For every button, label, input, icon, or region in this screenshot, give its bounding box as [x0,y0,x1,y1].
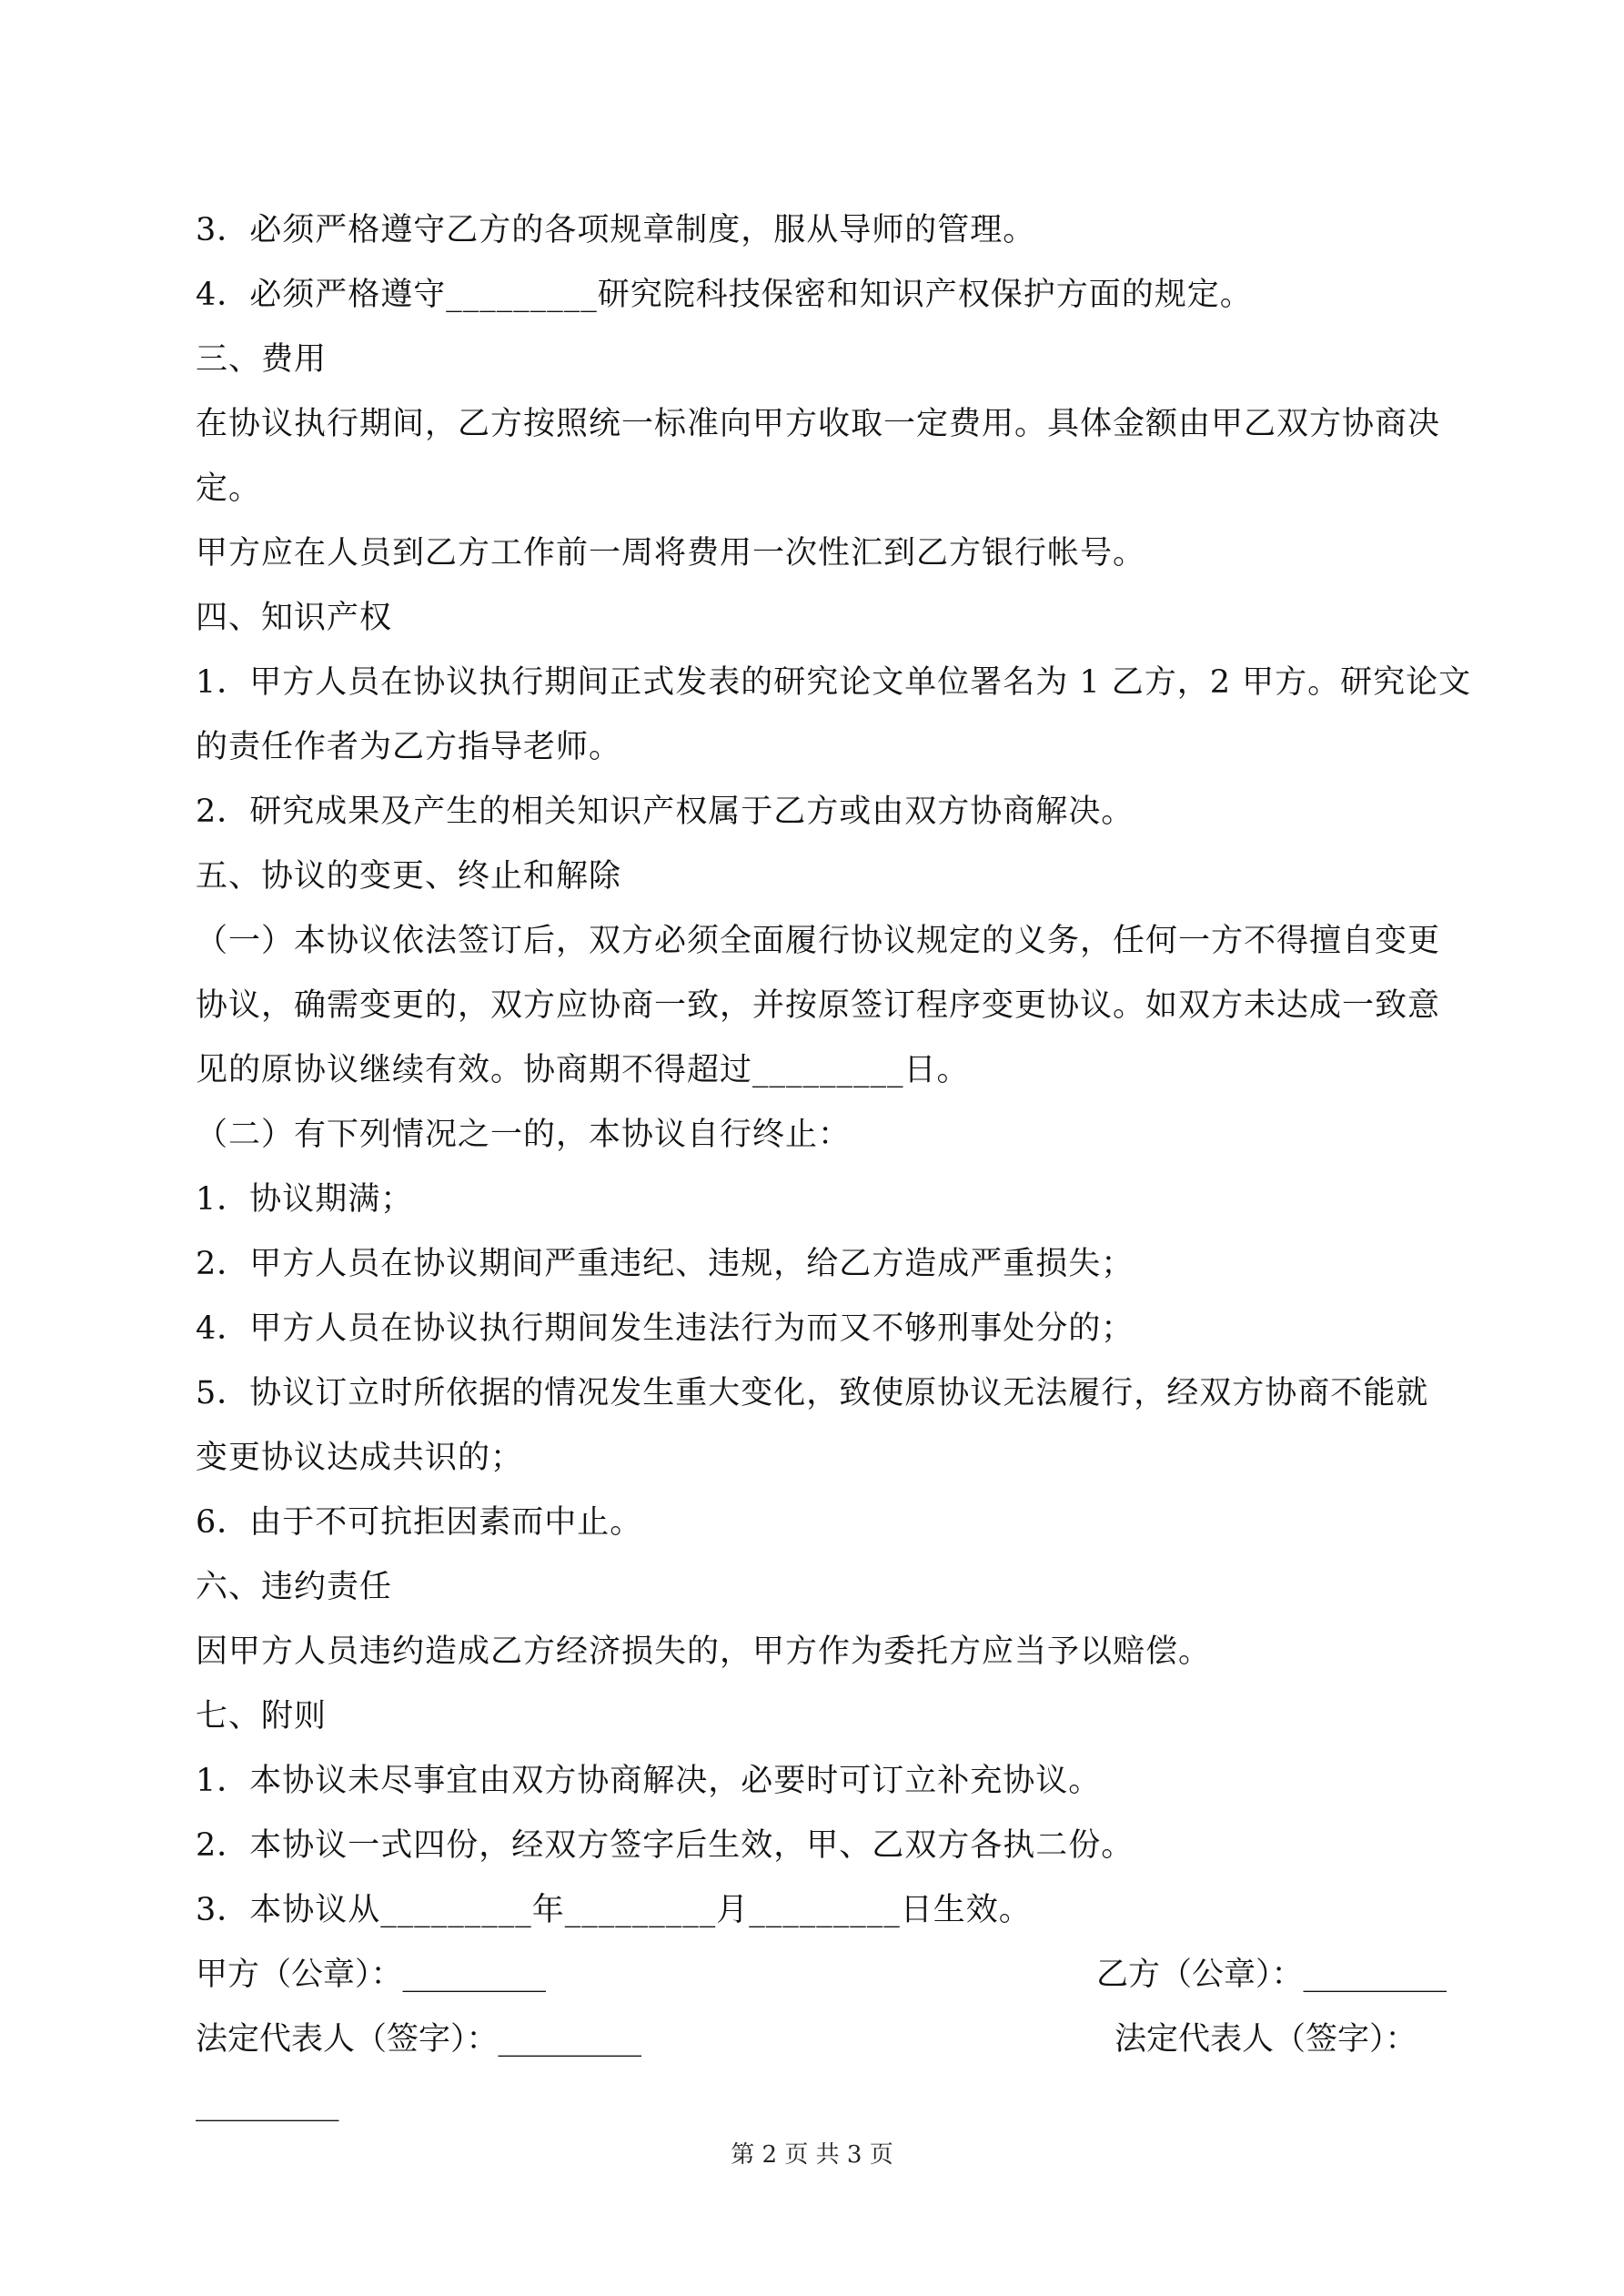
party-b-representative: 法定代表人（签字）： [1115,2021,1417,2058]
text-line: 定。 [196,470,262,507]
seal-row [196,1943,1447,2008]
text-line: 的责任作者为乙方指导老师。 [196,729,622,765]
text-line: 变更协议达成共识的； [196,1440,524,1476]
document-body [196,198,1472,2137]
text-line: 甲方应在人员到乙方工作前一周将费用一次性汇到乙方银行帐号。 [196,535,1146,571]
party-a-representative: 法定代表人（签字）：_________ [196,2021,642,2058]
text-line: 6．由于不可抗拒因素而中止。 [196,1504,643,1541]
text-line: 2．研究成果及产生的相关知识产权属于乙方或由双方协商解决。 [196,794,1135,830]
party-b-seal: 乙方（公章）：_________ [1096,1957,1447,1993]
text-line: 协议，确需变更的，双方应协商一致，并按原签订程序变更协议。如双方未达成一致意 [196,987,1441,1024]
text-line: 4．必须严格遵守_________研究院科技保密和知识产权保护方面的规定。 [196,277,1253,313]
section-heading: 七、附则 [196,1698,328,1735]
text-line: 在协议执行期间，乙方按照统一标准向甲方收取一定费用。具体金额由甲乙双方协商决 [196,406,1441,442]
text-line: 2．甲方人员在协议期间严重违纪、违规，给乙方造成严重损失； [196,1246,1135,1282]
section-heading: 五、协议的变更、终止和解除 [196,858,622,895]
text-line: 2．本协议一式四份，经双方签字后生效，甲、乙双方各执二份。 [196,1827,1135,1864]
text-line: 1．甲方人员在协议执行期间正式发表的研究论文单位署名为 1 乙方，2 甲方。研究论文 [196,664,1472,701]
text-line: 5．协议订立时所依据的情况发生重大变化，致使原协议无法履行，经双方协商不能就 [196,1375,1429,1411]
representative-row [196,2008,1442,2072]
text-line: 3．必须严格遵守乙方的各项规章制度，服从导师的管理。 [196,212,1036,248]
section-heading: 三、费用 [196,341,328,378]
section-heading: 六、违约责任 [196,1569,393,1605]
party-a-seal: 甲方（公章）：_________ [196,1957,547,1993]
text-line: 见的原协议继续有效。协商期不得超过_________日。 [196,1052,970,1088]
text-line: 3．本协议从_________年_________月_________日生效。 [196,1892,1032,1928]
party-b-representative-blank: _________ [196,2086,339,2122]
text-line: 4．甲方人员在协议执行期间发生违法行为而又不够刑事处分的； [196,1310,1135,1347]
text-line: 1．本协议未尽事宜由双方协商解决，必要时可订立补充协议。 [196,1763,1102,1799]
text-line: （二）有下列情况之一的，本协议自行终止： [196,1117,852,1153]
section-heading: 四、知识产权 [196,600,393,636]
page-indicator: 第 2 页 共 3 页 [731,2141,893,2169]
text-line: （一）本协议依法签订后，双方必须全面履行协议规定的义务，任何一方不得擅自变更 [196,923,1441,959]
text-line: 1．协议期满； [196,1181,414,1218]
text-line: 因甲方人员违约造成乙方经济损失的，甲方作为委托方应当予以赔偿。 [196,1633,1212,1670]
